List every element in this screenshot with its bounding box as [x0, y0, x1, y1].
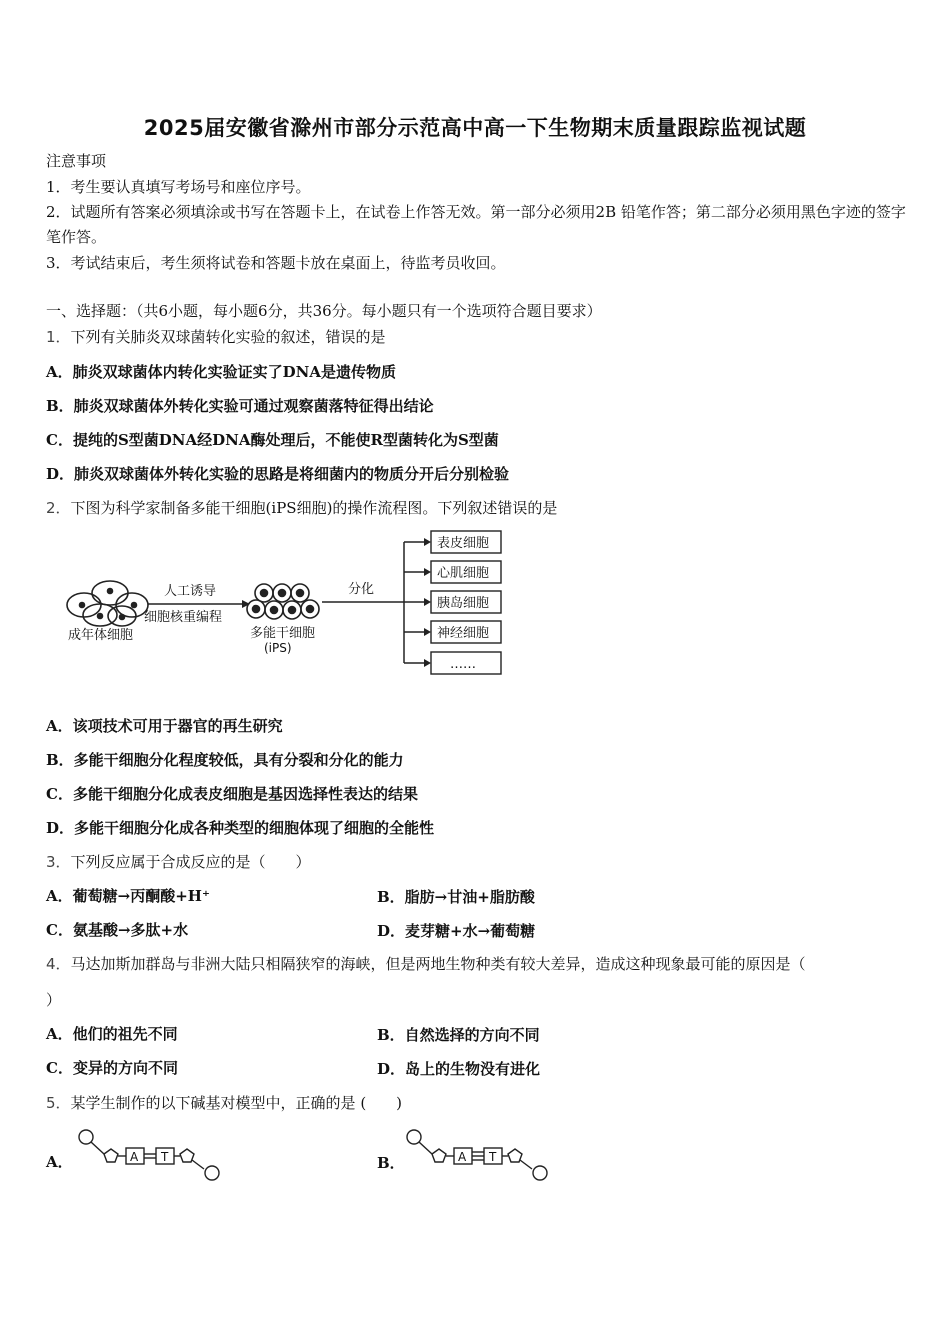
branch-arrows [404, 542, 424, 663]
question-stem: 下列有关肺炎双球菌转化实验的叙述，错误的是 [70, 328, 386, 346]
arrow-top-label: 人工诱导 [164, 584, 217, 599]
question-stem: 马达加斯加群岛与非洲大陆只相隔狭窄的海峡，但是两地生物种类有较大差异，造成这种现象最可能的原因是（ [70, 955, 806, 973]
question-1 [46, 327, 386, 347]
option: B． [377, 1154, 405, 1172]
base-pair-model-b [402, 1126, 552, 1184]
question-number: 4． [46, 955, 71, 973]
option: B．自然选择的方向不同 [377, 1026, 540, 1044]
question-number: 5． [46, 1094, 71, 1112]
differentiation-label: 分化 [348, 582, 375, 597]
question-number: 2． [46, 499, 71, 517]
ips-cells-icon [247, 584, 319, 619]
option: A．该项技术可用于器官的再生研究 [46, 717, 283, 735]
notice-item: 2．试题所有答案必须填涂或书写在答题卡上，在试卷上作答无效。第一部分必须用2B 铅笔作答；第二部分必须用黑色字迹的签字笔作答。 [46, 203, 906, 246]
base-t: T [161, 1150, 169, 1164]
question-4 [46, 954, 806, 974]
target-cardiac: 心肌细胞 [437, 566, 490, 581]
option: D．岛上的生物没有进化 [377, 1060, 541, 1078]
adult-cells-icon [67, 581, 148, 626]
option: C．提纯的S型菌DNA经DNA酶处理后，不能使R型菌转化为S型菌 [46, 431, 499, 449]
question-number: 3． [46, 853, 71, 871]
base-a: A [130, 1150, 139, 1164]
question-stem: 下图为科学家制备多能干细胞(iPS细胞)的操作流程图。下列叙述错误的是 [70, 499, 558, 517]
ips-abbr-label: (iPS) [264, 641, 292, 655]
option: A．葡萄糖→丙酮酸+H⁺ [46, 887, 210, 905]
branch-arrow-heads [424, 538, 431, 667]
section-heading: 一、选择题：（共6小题，每小题6分，共36分。每小题只有一个选项符合题目要求） [46, 302, 602, 320]
target-islet: 胰岛细胞 [437, 596, 490, 611]
notice-heading: 注意事项 [46, 152, 107, 170]
adult-cells-label: 成年体细胞 [68, 628, 134, 643]
question-5 [46, 1093, 402, 1113]
notice-item: 3．考试结束后，考生须将试卷和答题卡放在桌面上，待监考员收回。 [46, 254, 506, 272]
notice-item: 1．考生要认真填写考场号和座位序号。 [46, 178, 311, 196]
question-stem-end: ） [46, 991, 62, 1009]
question-number: 1． [46, 328, 71, 346]
option: B．多能干细胞分化程度较低，具有分裂和分化的能力 [46, 751, 404, 769]
page-title: 2025届安徽省滁州市部分示范高中高一下生物期末质量跟踪监视试题 [143, 116, 807, 140]
question-2 [46, 498, 557, 518]
option: C．多能干细胞分化成表皮细胞是基因选择性表达的结果 [46, 785, 418, 803]
option: A．他们的祖先不同 [46, 1025, 178, 1043]
target-epidermal: 表皮细胞 [437, 536, 490, 551]
question-stem: 下列反应属于合成反应的是（ ） [70, 853, 311, 871]
option: D．多能干细胞分化成各种类型的细胞体现了细胞的全能性 [46, 819, 435, 837]
option: C．变异的方向不同 [46, 1059, 178, 1077]
ips-label: 多能干细胞 [250, 626, 316, 641]
option: A．肺炎双球菌体内转化实验证实了DNA是遗传物质 [46, 363, 396, 381]
option: A． [46, 1153, 73, 1171]
question-stem: 某学生制作的以下碱基对模型中，正确的是 ( ) [70, 1094, 403, 1112]
base-t: T [489, 1150, 497, 1164]
option: D．麦芽糖+水→葡萄糖 [377, 922, 536, 940]
question-3 [46, 852, 311, 872]
target-more: …… [450, 657, 476, 672]
option: B．肺炎双球菌体外转化实验可通过观察菌落特征得出结论 [46, 397, 434, 415]
target-neuron: 神经细胞 [437, 626, 490, 641]
option: D．肺炎双球菌体外转化实验的思路是将细菌内的物质分开后分别检验 [46, 465, 510, 483]
ips-flow-diagram [60, 525, 520, 680]
base-a: A [458, 1150, 467, 1164]
arrow-bottom-label: 细胞核重编程 [144, 610, 223, 625]
option: C．氨基酸→多肽+水 [46, 921, 189, 939]
base-pair-model-a [74, 1126, 224, 1184]
option: B．脂肪→甘油+脂肪酸 [377, 888, 535, 906]
